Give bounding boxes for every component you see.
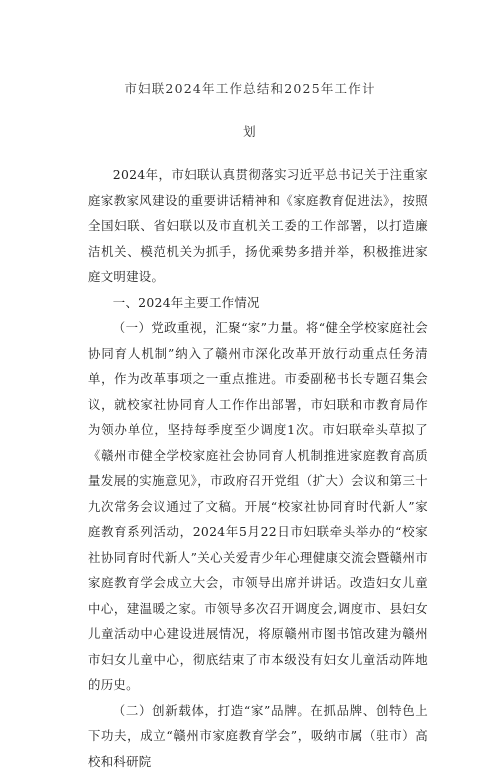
- section-heading: 一、2024年主要工作情况: [88, 290, 428, 316]
- document-title-continued: 划: [0, 122, 500, 140]
- intro-paragraph: 2024年，市妇联认真贯彻落实习近平总书记关于注重家庭家教家风建设的重要讲话精神和《家庭教育促进法》，按照全国妇联、省妇联以及市直机关工委的工作部署，以打造廉洁机关、模范机关为抓手，扬优乘势多措并举，积极推进家庭文明建设。: [88, 162, 428, 290]
- body-paragraph: （二）创新载体，打造“家”品牌。在抓品牌、创特色上下功夫，成立“赣州市家庭教育学会”，吸纳市属（驻市）高校和科研院: [88, 698, 428, 774]
- document-body: [88, 162, 428, 774]
- document-title: 市妇联2024年工作总结和2025年工作计: [0, 79, 500, 97]
- body-paragraph: （一）党政重视，汇聚“家”力量。将“健全学校家庭社会协同育人机制”纳入了赣州市深化改革开放行动重点任务清单，作为改革事项之一重点推进。市委副秘书长专题召集会议，就校家社协同育人工作作出部署，市妇联和市教育局作为领办单位，坚持每季度至少调度1次。市妇联牵头草拟了《赣州市健全学校家庭社会协同育人机制推进家庭教育高质量发展的实施意见》，市政府召开党组（扩大）会议和第三十九次常务会议通过了文稿。开展“校家社协同育时代新人”家庭教育系列活动，2024年5月22日市妇联牵头举办的“校家社协同育时代新人”关心关爱青少年心理健康交流会暨赣州市家庭教育学会成立大会，市领导出席并讲话。改造妇女儿童中心，建温暖之家。市领导多次召开调度会,调度市、县妇女儿童活动中心建设进展情况，将原赣州市图书馆改建为赣州市妇女儿童中心，彻底结束了市本级没有妇女儿童活动阵地的历史。: [88, 315, 428, 698]
